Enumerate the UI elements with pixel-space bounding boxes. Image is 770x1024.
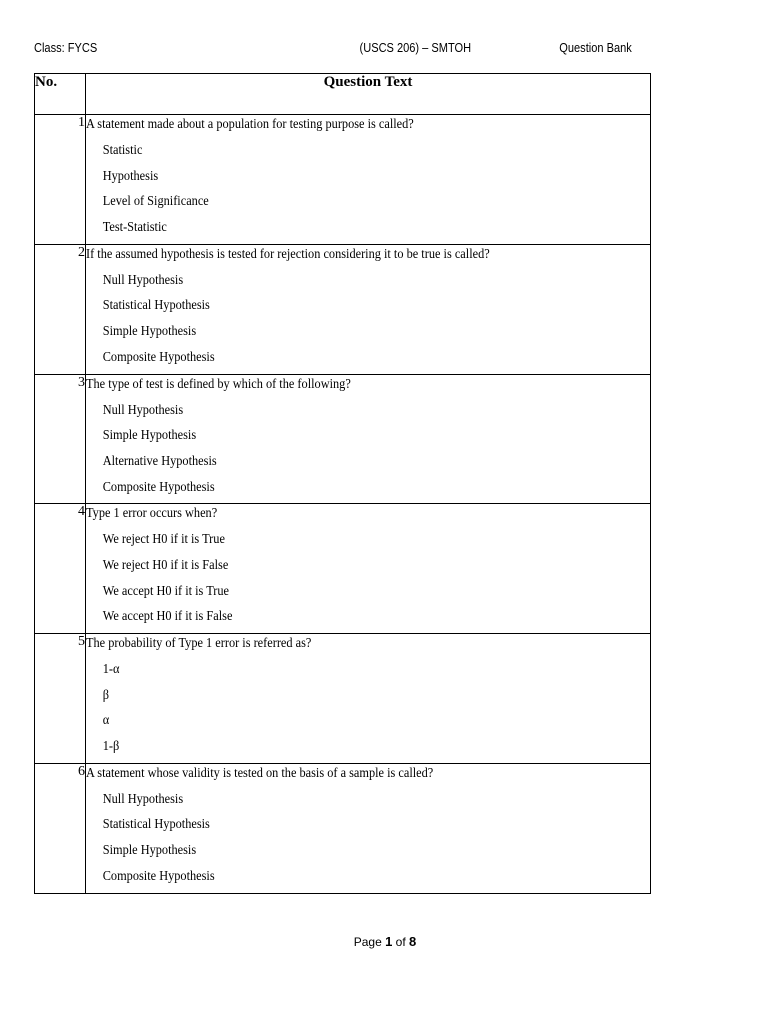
column-header-question: Question Text [86, 74, 651, 115]
answer-option: 1-β [102, 739, 120, 755]
column-header-no: No. [35, 74, 86, 115]
question-cell [86, 374, 651, 504]
question-row [35, 634, 651, 764]
question-row [35, 115, 651, 245]
answer-option: Null Hypothesis [102, 791, 184, 807]
question-table [34, 73, 651, 894]
question-number: 2 [35, 244, 86, 374]
answer-option: 1-α [102, 662, 120, 677]
answer-option: We accept H0 if it is True [102, 583, 230, 599]
answer-option: Alternative Hypothesis [102, 453, 217, 469]
question-text: If the assumed hypothesis is tested for rejection considering it to be true is called? [86, 246, 490, 262]
table-header-row [35, 74, 651, 115]
question-cell [86, 115, 651, 245]
question-cell [86, 763, 651, 893]
question-table-body [35, 115, 651, 894]
answer-option: Composite Hypothesis [102, 479, 215, 495]
answer-option: Null Hypothesis [102, 272, 184, 288]
page-header [34, 40, 632, 60]
question-row [35, 504, 651, 634]
answer-option: We reject H0 if it is True [102, 532, 225, 548]
question-cell [86, 504, 651, 634]
current-page: 1 [385, 934, 393, 949]
answer-option: Composite Hypothesis [102, 349, 215, 365]
total-pages: 8 [409, 934, 417, 949]
question-text: A statement made about a population for testing purpose is called? [86, 117, 414, 132]
question-number: 6 [35, 763, 86, 893]
question-number: 1 [35, 115, 86, 245]
answer-option: Statistical Hypothesis [102, 817, 210, 833]
question-cell [86, 634, 651, 764]
question-text: A statement whose validity is tested on the basis of a sample is called? [86, 765, 434, 781]
document-type: Question Bank [559, 40, 632, 55]
answer-option: Statistic [102, 143, 143, 158]
answer-option: Null Hypothesis [102, 402, 184, 418]
answer-option: Level of Significance [102, 194, 209, 210]
question-number: 5 [35, 634, 86, 764]
question-text: The probability of Type 1 error is referred as? [86, 636, 312, 651]
question-row [35, 374, 651, 504]
question-row [35, 763, 651, 893]
class-label: Class: FYCS [34, 40, 98, 55]
question-text: The type of test is defined by which of the following? [86, 376, 351, 392]
page-footer [0, 934, 770, 949]
answer-option: We accept H0 if it is False [102, 609, 233, 625]
answer-option: Composite Hypothesis [102, 868, 215, 884]
answer-option: Simple Hypothesis [102, 428, 197, 444]
of-word: of [392, 935, 410, 949]
answer-option: Simple Hypothesis [102, 843, 197, 859]
answer-option: Hypothesis [102, 168, 159, 184]
answer-option: Simple Hypothesis [102, 324, 197, 340]
page-word: Page [353, 935, 386, 949]
answer-option: We reject H0 if it is False [102, 557, 229, 573]
question-text: Type 1 error occurs when? [86, 506, 218, 522]
course-code: (USCS 206) – SMTOH [359, 40, 472, 55]
question-row [35, 244, 651, 374]
answer-option: β [102, 687, 109, 703]
question-number: 4 [35, 504, 86, 634]
answer-option: α [102, 713, 110, 729]
answer-option: Statistical Hypothesis [102, 298, 210, 314]
question-cell [86, 244, 651, 374]
question-number: 3 [35, 374, 86, 504]
answer-option: Test-Statistic [102, 220, 167, 236]
